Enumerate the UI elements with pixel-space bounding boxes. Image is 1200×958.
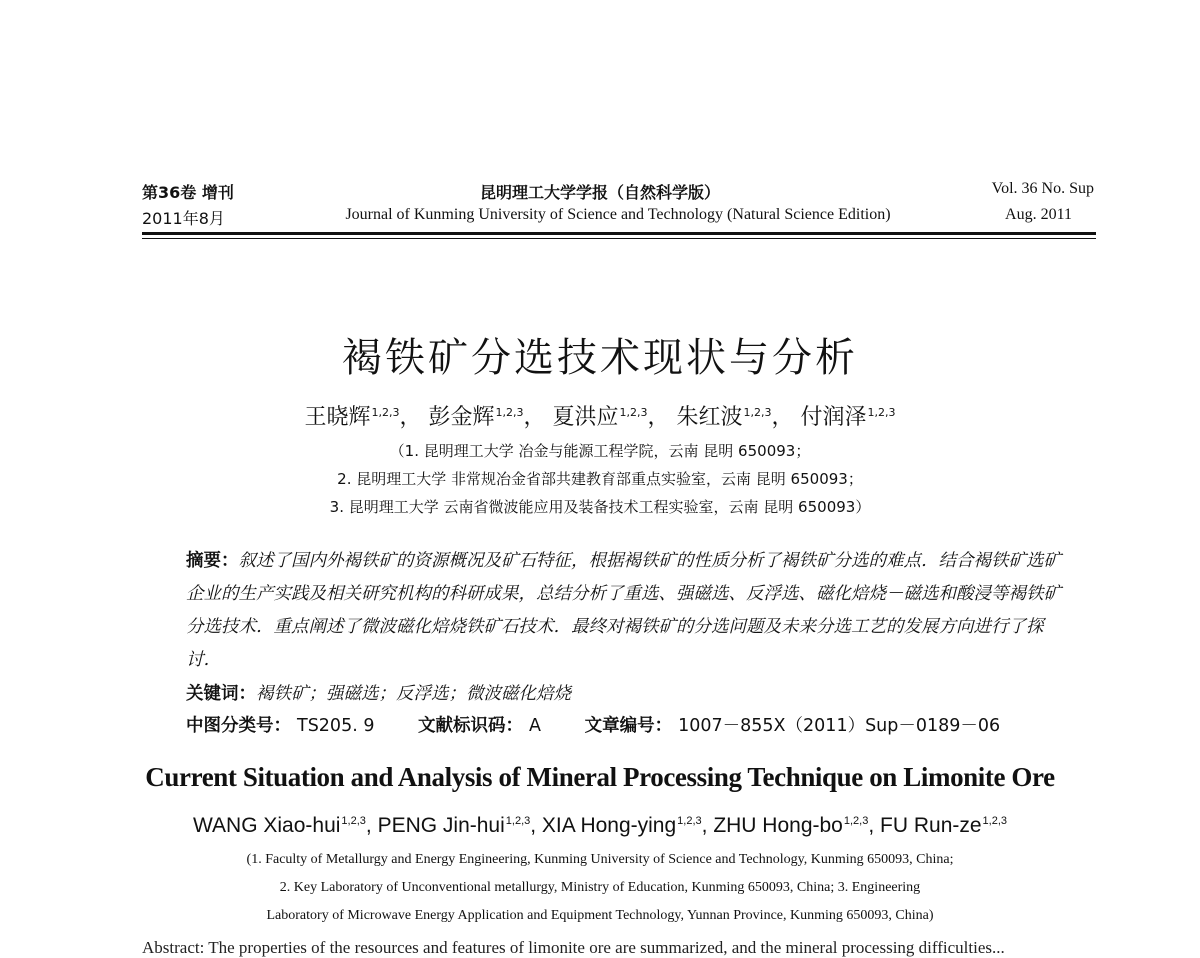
affiliation-cn-3: 3. 昆明理工大学 云南省微波能应用及装备技术工程实验室，云南 昆明 650093） (329, 498, 871, 516)
clc-value: TS205. 9 (297, 716, 375, 736)
author-cn: 彭金辉$^{1,2,3}$ (428, 405, 524, 430)
abstract-cn (186, 545, 1066, 677)
affiliation-en-1: (1. Faculty of Metallurgy and Energy Engineering, Kunming University of Science and Technology, Kunming 650093, China; (246, 852, 954, 867)
author-cn: 朱红波$^{1,2,3}$ (676, 405, 772, 430)
affiliation-en-2: 2. Key Laboratory of Unconventional metallurgy, Ministry of Education, Kunming 650093, China; 3. Engineering (279, 880, 921, 895)
author-en: XIA Hong-ying$^{1,2,3}$ (541, 814, 702, 837)
abstract-en-partial: Abstract: The properties of the resources and features of limonite ore are summarized, and the mineral processing difficulties... (142, 938, 1005, 957)
abstract-text: 叙述了国内外褐铁矿的资源概况及矿石特征，根据褐铁矿的性质分析了褐铁矿分选的难点．结合褐铁矿选矿企业的生产实践及相关研究机构的科研成果，总结分析了重选、强磁选、反浮选、磁化焙烧－磁选和酸浸等褐铁矿分选技术．重点阐述了微波磁化焙烧铁矿石技术．最终对褐铁矿的分选问题及未来分选工艺的发展方向进行了探讨． (186, 551, 1061, 670)
header-rule (142, 232, 1096, 235)
author-en: WANG Xiao-hui$^{1,2,3}$ (192, 814, 366, 837)
author-cn: 王晓辉$^{1,2,3}$ (304, 405, 400, 430)
author-en: PENG Jin-hui$^{1,2,3}$ (377, 814, 531, 837)
author-cn: 夏洪应$^{1,2,3}$ (552, 405, 648, 430)
author-en: ZHU Hong-bo$^{1,2,3}$ (713, 814, 869, 837)
keywords-cn (186, 680, 571, 705)
volume-en: Vol. 36 No. Sup (991, 180, 1094, 197)
volume-cn: 第36卷 增刊 (142, 183, 234, 202)
header-rule-thin (142, 238, 1096, 239)
affiliation-cn-2: 2. 昆明理工大学 非常规冶金省部共建教育部重点实验室，云南 昆明 650093； (337, 470, 863, 488)
article-number-label: 文章编号： (584, 716, 673, 736)
authors-cn: 王晓辉$^{1,2,3}$， 彭金辉$^{1,2,3}$， 夏洪应$^{1,2,3}$， 朱红波$^{1,2,3}$， 付润泽$^{1,2,3}$ (304, 405, 896, 430)
article-number-value: 1007－855X（2011）Sup－0189－06 (678, 716, 1001, 736)
date-cn: 2011年8月 (142, 209, 225, 228)
abstract-label: 摘要： (186, 551, 239, 571)
author-en: FU Run-ze$^{1,2,3}$ (880, 814, 1008, 837)
journal-title-cn: 昆明理工大学学报（自然科学版） (479, 183, 720, 202)
affiliation-cn-1: （1. 昆明理工大学 冶金与能源工程学院，云南 昆明 650093； (389, 442, 811, 460)
date-en: Aug. 2011 (1005, 206, 1072, 223)
doc-code-label: 文献标识码： (418, 716, 524, 736)
clc-label: 中图分类号： (186, 716, 291, 736)
authors-en: WANG Xiao-hui$^{1,2,3}$, PENG Jin-hui$^{1,2,3}$, XIA Hong-ying$^{1,2,3}$, ZHU Hong-bo$^{1,2,3}$, FU Run-ze$^{1,2,3}$ (192, 814, 1008, 837)
classification-line (186, 712, 1006, 737)
paper-title-cn: 褐铁矿分选技术现状与分析 (342, 335, 858, 381)
journal-title-en: Journal of Kunming University of Science and Technology (Natural Science Edition) (345, 206, 891, 223)
author-cn: 付润泽$^{1,2,3}$ (800, 405, 896, 430)
affiliation-en-3: Laboratory of Microwave Energy Application and Equipment Technology, Yunnan Province, Kunming 650093, China) (266, 908, 934, 923)
keywords-text: 褐铁矿；强磁选；反浮选；微波磁化焙烧 (256, 684, 571, 704)
keywords-label: 关键词： (186, 684, 256, 704)
doc-code-value: A (529, 716, 542, 736)
paper-title-en: Current Situation and Analysis of Mineral Processing Technique on Limonite Ore (145, 762, 1055, 792)
